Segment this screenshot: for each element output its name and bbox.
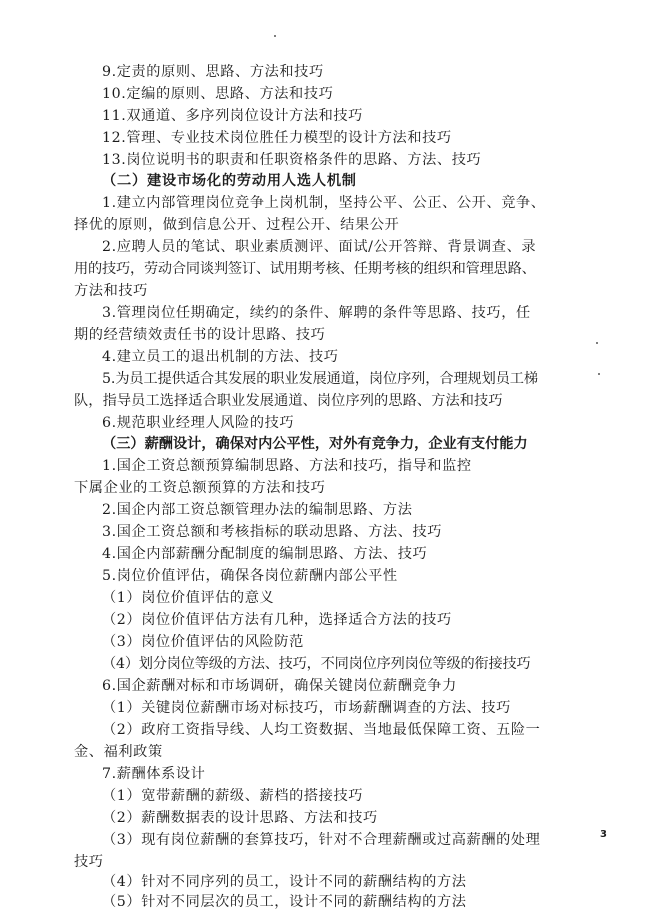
text-line: 队，指导员工选择适合职业发展通道、岗位序列的思路、方法和技巧	[74, 393, 503, 409]
text-line: 5.岗位价值评估，确保各岗位薪酬内部公平性	[102, 568, 398, 584]
text-line: 3.管理岗位任期确定，续约的条件、解聘的条件等思路、技巧，任	[102, 305, 531, 321]
text-line: 4.建立员工的退出机制的方法、技巧	[102, 349, 339, 365]
text-line: （4）划分岗位等级的方法、技巧，不同岗位序列岗位等级的衔接技巧	[102, 656, 531, 672]
text-line: 技巧	[74, 854, 104, 870]
section-heading: （二）建设市场化的劳动用人选人机制	[102, 173, 357, 189]
scan-speck	[596, 342, 598, 344]
text-line: 4.国企内部薪酬分配制度的编制思路、方法、技巧	[102, 546, 428, 562]
text-line: 12.管理、专业技术岗位胜任力模型的设计方法和技巧	[102, 130, 452, 146]
text-line: 3.国企工资总额和考核指标的联动思路、方法、技巧	[102, 524, 443, 540]
text-line: 用的技巧，劳动合同谈判签订、试用期考核、任期考核的组织和管理思路、	[74, 261, 536, 277]
text-line: （3）现有岗位薪酬的套算技巧，针对不合理薪酬或过高薪酬的处理	[102, 832, 541, 848]
text-line: 6.国企薪酬对标和市场调研，确保关键岗位薪酬竞争力	[102, 678, 457, 694]
text-line: 2.应聘人员的笔试、职业素质测评、面试/公开答辩、背景调查、录	[102, 239, 537, 255]
scan-speck	[598, 373, 600, 375]
text-line: 5.为员工提供适合其发展的职业发展通道，岗位序列，合理规划员工梯	[102, 371, 538, 387]
text-line: （2）政府工资指导线、人均工资数据、当地最低保障工资、五险一	[102, 722, 541, 738]
text-line: 金、福利政策	[74, 744, 163, 760]
text-line: （1）关键岗位薪酬市场对标技巧，市场薪酬调查的方法、技巧	[102, 700, 511, 716]
text-line: 期的经营绩效责任书的设计思路、技巧	[74, 327, 326, 343]
text-line: 11.双通道、多序列岗位设计方法和技巧	[102, 108, 363, 124]
text-line: 9.定责的原则、思路、方法和技巧	[102, 64, 324, 80]
text-line: 1.国企工资总额预算编制思路、方法和技巧，指导和监控	[102, 458, 472, 474]
section-heading: （三）薪酬设计，确保对内公平性，对外有竞争力，企业有支付能力	[102, 436, 528, 452]
text-line: 择优的原则，做到信息公开、过程公开、结果公开	[74, 217, 400, 233]
text-line: 13.岗位说明书的职责和任职资格条件的思路、方法、技巧	[102, 152, 482, 168]
text-line: 1.建立内部管理岗位竞争上岗机制，坚持公平、公正、公开、竞争、	[102, 195, 546, 211]
text-line: （3）岗位价值评估的风险防范	[102, 634, 304, 650]
text-line: （2）岗位价值评估方法有几种，选择适合方法的技巧	[102, 612, 452, 628]
text-line: 7.薪酬体系设计	[102, 766, 206, 782]
text-line: （1）岗位价值评估的意义	[102, 590, 275, 606]
text-line: 6.规范职业经理人风险的技巧	[102, 415, 295, 431]
text-line: 10.定编的原则、思路、方法和技巧	[102, 86, 334, 102]
text-line: 方法和技巧	[74, 283, 148, 299]
text-line: （1）宽带薪酬的薪级、薪档的搭接技巧	[102, 788, 364, 804]
text-line: （2）薪酬数据表的设计思路、方法和技巧	[102, 810, 378, 826]
text-line: （5）针对不同层次的员工，设计不同的薪酬结构的方法	[102, 894, 467, 910]
text-line: 下属企业的工资总额预算的方法和技巧	[74, 480, 326, 496]
text-line: 2.国企内部工资总额管理办法的编制思路、方法	[102, 502, 413, 518]
page-number: 3	[600, 829, 607, 840]
text-line: （4）针对不同序列的员工，设计不同的薪酬结构的方法	[102, 874, 467, 890]
scan-speck	[274, 35, 276, 37]
